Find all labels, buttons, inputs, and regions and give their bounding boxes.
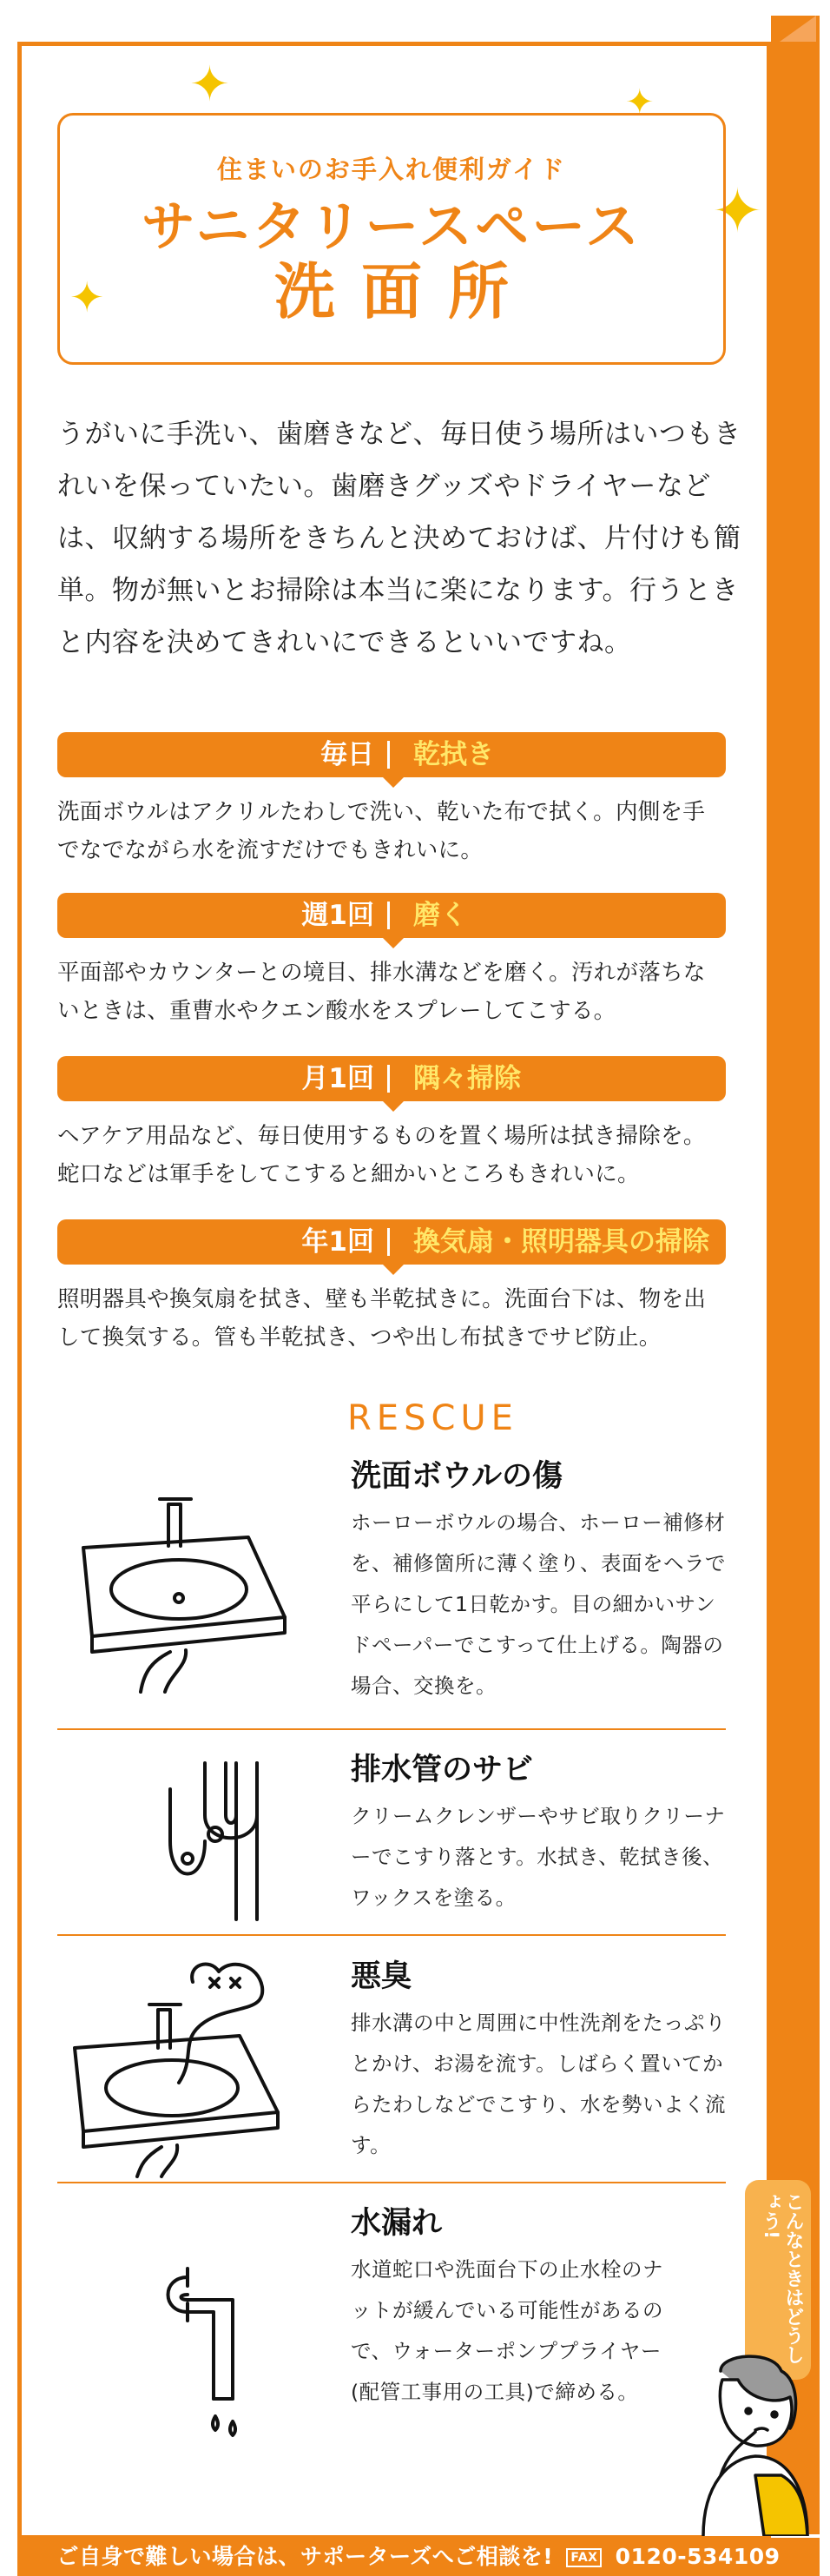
- fax-icon: FAX: [566, 2548, 602, 2567]
- schedule-frequency: 毎日: [320, 739, 374, 770]
- schedule-frequency: 月1回: [301, 1063, 374, 1094]
- schedule-text: 洗面ボウルはアクリルたわしで洗い、乾いた布で拭く。内側を手でなでながら水を流すだけでもきれいに。: [57, 799, 706, 863]
- rescue-text: 水道蛇口や洗面台下の止水栓のナットが緩んでいる可能性があるので、ウォーターポンププライヤー(配管工事用の工具)で締める。: [351, 2257, 663, 2404]
- schedule-header: [57, 732, 726, 777]
- room-title: 洗面所: [274, 256, 535, 327]
- divider: [57, 1934, 726, 1936]
- title-box: [57, 113, 726, 365]
- page-title: サニタリースペース: [141, 195, 642, 258]
- sparkle-icon: ✦: [69, 274, 105, 322]
- schedule-weekly: [57, 893, 726, 1030]
- schedule-daily: [57, 732, 726, 869]
- sink-icon: [57, 1487, 300, 1695]
- smelly-sink-icon: [57, 1952, 300, 2178]
- schedule-yearly: [57, 1219, 726, 1357]
- schedule-header: [57, 1219, 726, 1265]
- schedule-text: 照明器具や換気扇を拭き、壁も半乾拭きに。洗面台下は、物を出して換気する。管も半乾拭き、つや出し布拭きでサビ防止。: [57, 1286, 707, 1351]
- schedule-header: [57, 1056, 726, 1101]
- divider: [57, 1728, 726, 1730]
- sparkle-icon: ✦: [625, 83, 655, 122]
- sparkle-icon: ✦: [712, 175, 763, 247]
- speech-bubble: こんなときはどうしょう!: [745, 2180, 811, 2380]
- rescue-item: [57, 2199, 726, 2460]
- schedule-frequency: 週1回: [301, 900, 374, 931]
- schedule-task: 換気扇・照明器具の掃除: [413, 1226, 709, 1258]
- footer-bar: [17, 2538, 820, 2576]
- footer-text: ご自身で難しい場合は、サポーターズへご相談を!: [56, 2544, 554, 2569]
- rescue-text: 排水溝の中と周囲に中性洗剤をたっぷりとかけ、お湯を流す。しばらく置いてからたわしなどでこすり、水を勢いよく流す。: [351, 2011, 726, 2157]
- rescue-title: 悪臭: [351, 1959, 412, 1994]
- drain-pipe-icon: [109, 1754, 352, 1928]
- schedule-text: ヘアケア用品など、毎日使用するものを置く場所は拭き掃除を。蛇口などは軍手をしてこすると細かいところもきれいに。: [57, 1123, 706, 1187]
- sparkle-icon: ✦: [189, 56, 230, 113]
- rescue-item: [57, 1452, 726, 1713]
- rescue-title: 洗面ボウルの傷: [351, 1459, 563, 1494]
- intro-text: うがいに手洗い、歯磨きなど、毎日使う場所はいつもきれいを保っていたい。歯磨きグッズやドライヤーなどは、収納する場所をきちんと決めておけば、片付けも簡単。物が無いとお掃除は本当に楽になります。行うときと内容を決めてきれいにできるといいですね。: [57, 419, 741, 658]
- schedule-text: 平面部やカウンターとの境目、排水溝などを磨く。汚れが落ちないときは、重曹水やクエン酸水をスプレーしてこする。: [57, 960, 706, 1024]
- rescue-title: 水漏れ: [351, 2206, 443, 2241]
- schedule-frequency: 年1回: [301, 1226, 374, 1258]
- girl-illustration-icon: [669, 2345, 816, 2536]
- rescue-item: [57, 1952, 726, 2178]
- schedule-task: 乾拭き: [413, 739, 494, 770]
- schedule-header: [57, 893, 726, 938]
- rescue-label: RESCUE: [347, 1398, 518, 1438]
- rescue-title: 排水管のサビ: [351, 1753, 534, 1787]
- phone-number[interactable]: 0120-534109: [615, 2544, 781, 2569]
- leaking-pipe-icon: [109, 2251, 352, 2442]
- rescue-text: ホーローボウルの場合、ホーロー補修材を、補修箇所に薄く塗り、表面をヘラで平らにして1日乾かす。目の細かいサンドペーパーでこすって仕上げる。陶器の場合、交換を。: [351, 1510, 726, 1698]
- side-shadow: [771, 16, 820, 2534]
- guide-subtitle: 住まいのお手入れ便利ガイド: [216, 155, 567, 184]
- schedule-monthly: [57, 1056, 726, 1193]
- schedule-task: 磨く: [413, 900, 467, 931]
- rescue-item: [57, 1746, 726, 1919]
- schedule-task: 隅々掃除: [413, 1063, 521, 1094]
- divider: [57, 2182, 726, 2183]
- rescue-text: クリームクレンザーやサビ取りクリーナーでこすり落とす。水拭き、乾拭き後、ワックスを塗る。: [351, 1804, 726, 1910]
